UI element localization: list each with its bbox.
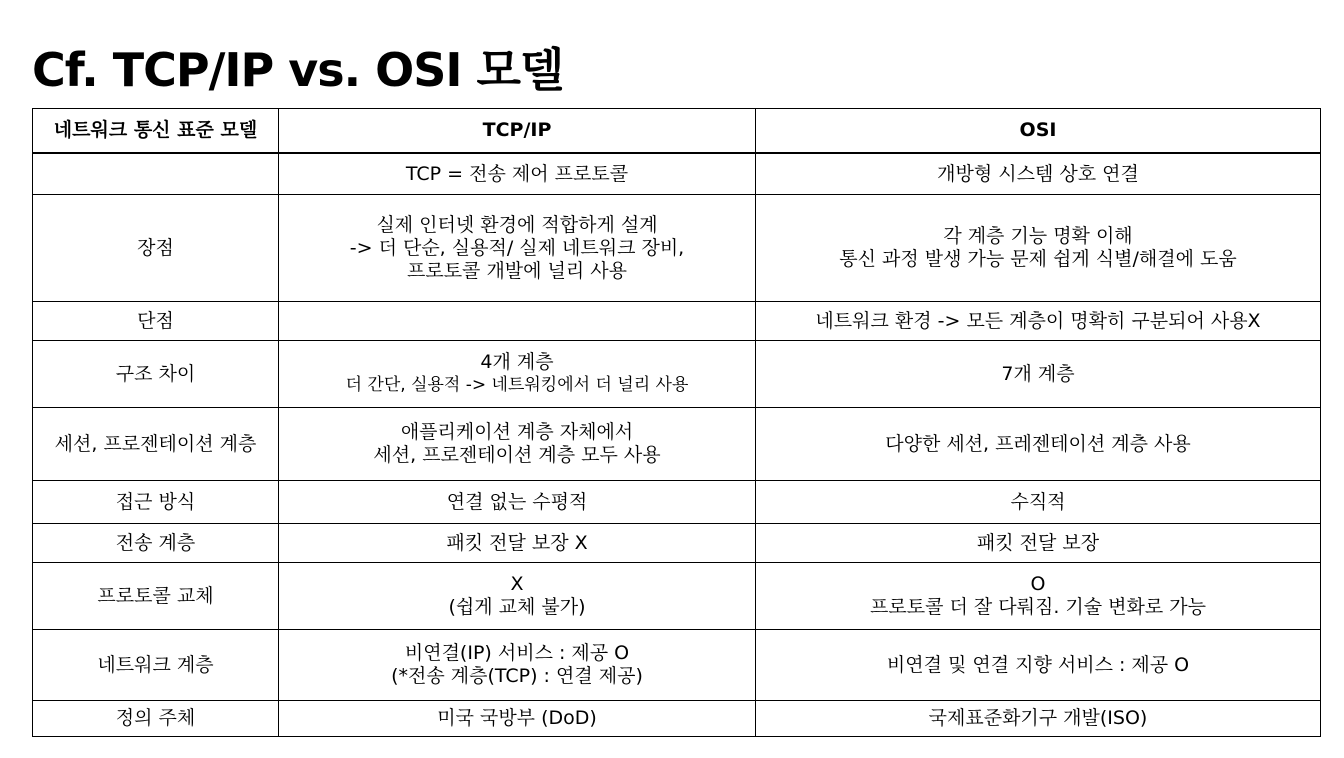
row-label: 단점 [33,302,279,341]
page-title: Cf. TCP/IP vs. OSI 모델 [32,43,564,97]
cell-text: 비연결(IP) 서비스 : 제공 O [404,642,630,664]
tcpip-cell [279,563,756,630]
cell-text: 네트워크 환경 -> 모든 계층이 명확히 구분되어 사용X [815,309,1261,332]
row-label: 네트워크 계층 [33,630,279,701]
table-row-defined-by [33,701,1321,737]
cell-text: 연결 없는 수평적 [446,490,588,513]
osi-cell [756,524,1321,563]
cell-text: 세션, 프로젠테이션 계층 모두 사용 [373,444,661,466]
osi-cell [756,408,1321,481]
row-label: 전송 계층 [33,524,279,563]
tcpip-cell [279,408,756,481]
tcpip-cell [279,302,756,341]
cell-text: 비연결 및 연결 지향 서비스 : 제공 O [886,653,1190,676]
osi-cell [756,153,1321,195]
table-row-transport-layer [33,524,1321,563]
osi-cell [756,341,1321,408]
cell-text: 4개 계층 [480,351,554,373]
cell-text: O [1030,573,1046,595]
cell-text: 각 계층 기능 명확 이해 [943,225,1133,247]
row-label: 접근 방식 [33,481,279,524]
osi-cell [756,302,1321,341]
osi-cell [756,195,1321,302]
cell-text: 더 간단, 실용적 -> 네트워킹에서 더 널리 사용 [345,375,689,395]
header-tcpip: TCP/IP [279,109,756,154]
table-row-protocol-replacement [33,563,1321,630]
cell-text: 프로토콜 개발에 널리 사용 [406,259,627,282]
cell-text: 애플리케이션 계층 자체에서 [400,421,634,443]
cell-text: 패킷 전달 보장 [976,531,1100,554]
row-label: 프로토콜 교체 [33,563,279,630]
cell-text: X [510,573,524,595]
cell-text: TCP = 전송 제어 프로토콜 [405,162,629,185]
row-label: 장점 [33,195,279,302]
table-header-row [33,109,1321,154]
header-model: 네트워크 통신 표준 모델 [33,109,279,154]
cell-text: -> 더 단순, 실용적/ 실제 네트워크 장비, [349,236,685,259]
cell-text: (쉽게 교체 불가) [448,596,586,618]
tcpip-cell [279,195,756,302]
header-osi: OSI [756,109,1321,154]
osi-cell [756,481,1321,524]
cell-text: 패킷 전달 보장 X [446,531,588,554]
cell-text: (*전송 계층(TCP) : 연결 제공) [391,665,643,687]
osi-cell [756,630,1321,701]
tcpip-cell [279,153,756,195]
cell-text: 미국 국방부 (DoD) [437,707,597,729]
row-label [33,153,279,195]
row-label: 구조 차이 [33,341,279,408]
comparison-table [32,108,1321,737]
row-label: 정의 주체 [33,701,279,737]
row-label: 세션, 프로젠테이션 계층 [33,408,279,481]
cell-text: 다양한 세션, 프레젠테이션 계층 사용 [885,432,1191,455]
table-row-pros [33,195,1321,302]
cell-text: 7개 계층 [1001,362,1075,385]
tcpip-cell [279,701,756,737]
cell-text: 국제표준화기구 개발(ISO) [928,707,1148,729]
table-row-structure [33,341,1321,408]
cell-text: 개방형 시스템 상호 연결 [937,162,1139,185]
tcpip-cell [279,481,756,524]
table-row-full-name [33,153,1321,195]
table-row-access-approach [33,481,1321,524]
table-row-network-layer [33,630,1321,701]
tcpip-cell [279,630,756,701]
cell-text: 통신 과정 발생 가능 문제 쉽게 식별/해결에 도움 [839,248,1237,270]
table-row-session-presentation [33,408,1321,481]
cell-text: 수직적 [1010,490,1066,513]
osi-cell [756,563,1321,630]
osi-cell [756,701,1321,737]
cell-text: 프로토콜 더 잘 다뤄짐. 기술 변화로 가능 [870,596,1206,618]
tcpip-cell [279,524,756,563]
cell-text: 실제 인터넷 환경에 적합하게 설계 [376,213,658,236]
tcpip-cell [279,341,756,408]
table-row-cons [33,302,1321,341]
